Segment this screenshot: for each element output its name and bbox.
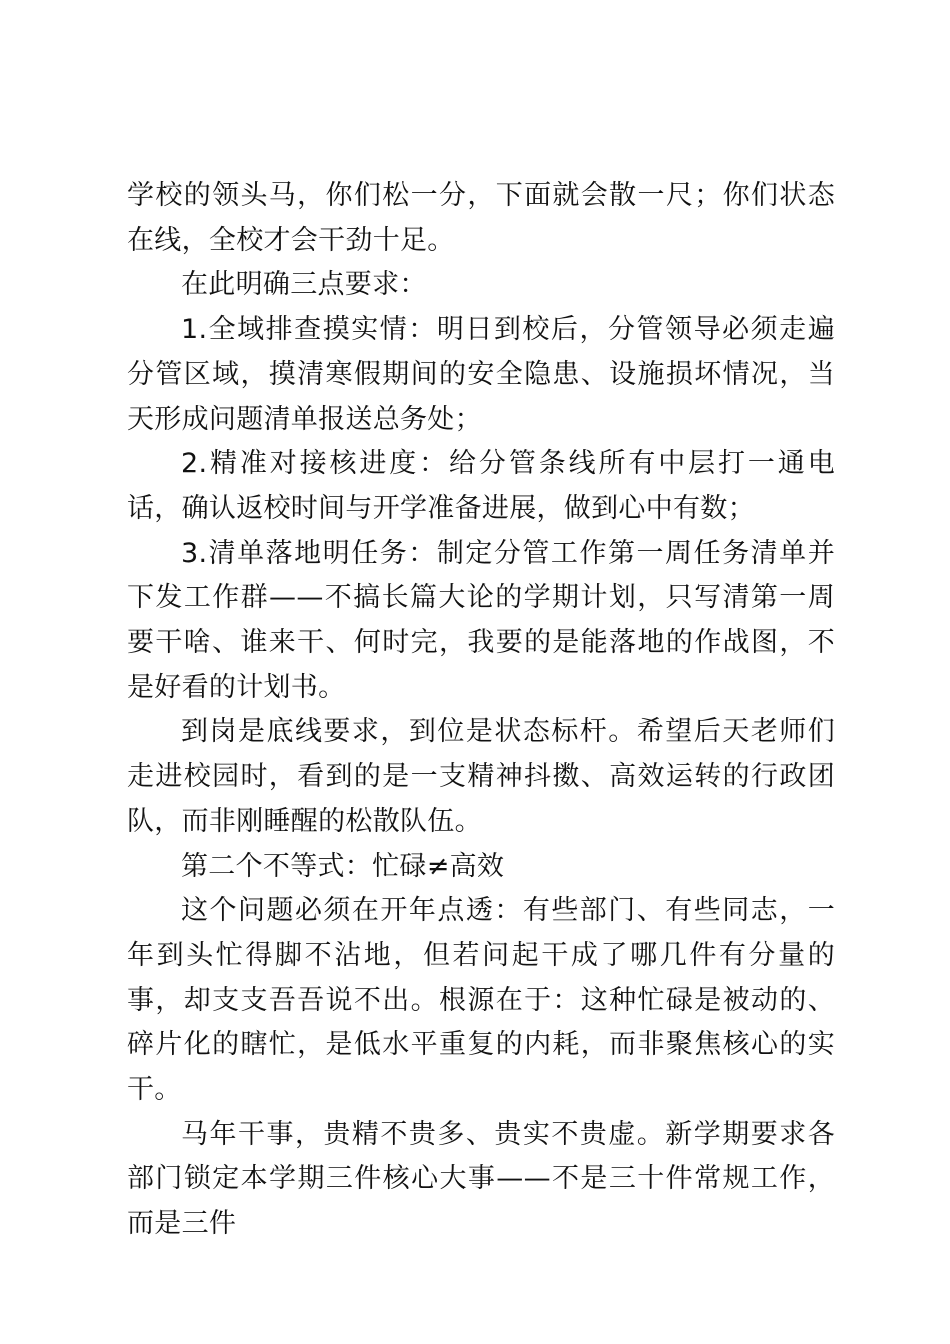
paragraph-3: 1.全域排查摸实情：明日到校后，分管领导必须走遍分管区域，摸清寒假期间的安全隐患、设施损坏情况，当天形成问题清单报送总务处； (127, 314, 835, 435)
paragraph-8: 这个问题必须在开年点透：有些部门、有些同志，一年到头忙得脚不沾地，但若问起干成了哪几件有分量的事，却支支吾吾说不出。根源在于：这种忙碌是被动的、碎片化的瞎忙，是低水平重复的内耗，而非聚焦核心的实干。 (127, 895, 835, 1106)
paragraph-2: 在此明确三点要求： (181, 269, 427, 301)
document-body (127, 174, 835, 1247)
paragraph-4: 2.精准对接核进度：给分管条线所有中层打一通电话，确认返校时间与开学准备进展，做到心中有数； (127, 448, 835, 524)
paragraph-6: 到岗是底线要求，到位是状态标杆。希望后天老师们走进校园时，看到的是一支精神抖擞、高效运转的行政团队，而非刚睡醒的松散队伍。 (127, 716, 835, 837)
paragraph-9: 马年干事，贵精不贵多、贵实不贵虚。新学期要求各部门锁定本学期三件核心大事——不是三十件常规工作，而是三件 (127, 1118, 835, 1240)
paragraph-1: 学校的领头马，你们松一分，下面就会散一尺；你们状态在线，全校才会干劲十足。 (127, 180, 835, 256)
paragraph-5: 3.清单落地明任务：制定分管工作第一周任务清单并下发工作群——不搞长篇大论的学期计划，只写清第一周要干啥、谁来干、何时完，我要的是能落地的作战图，不是好看的计划书。 (127, 537, 835, 703)
section-heading: 第二个不等式：忙碌≠高效 (181, 850, 505, 882)
